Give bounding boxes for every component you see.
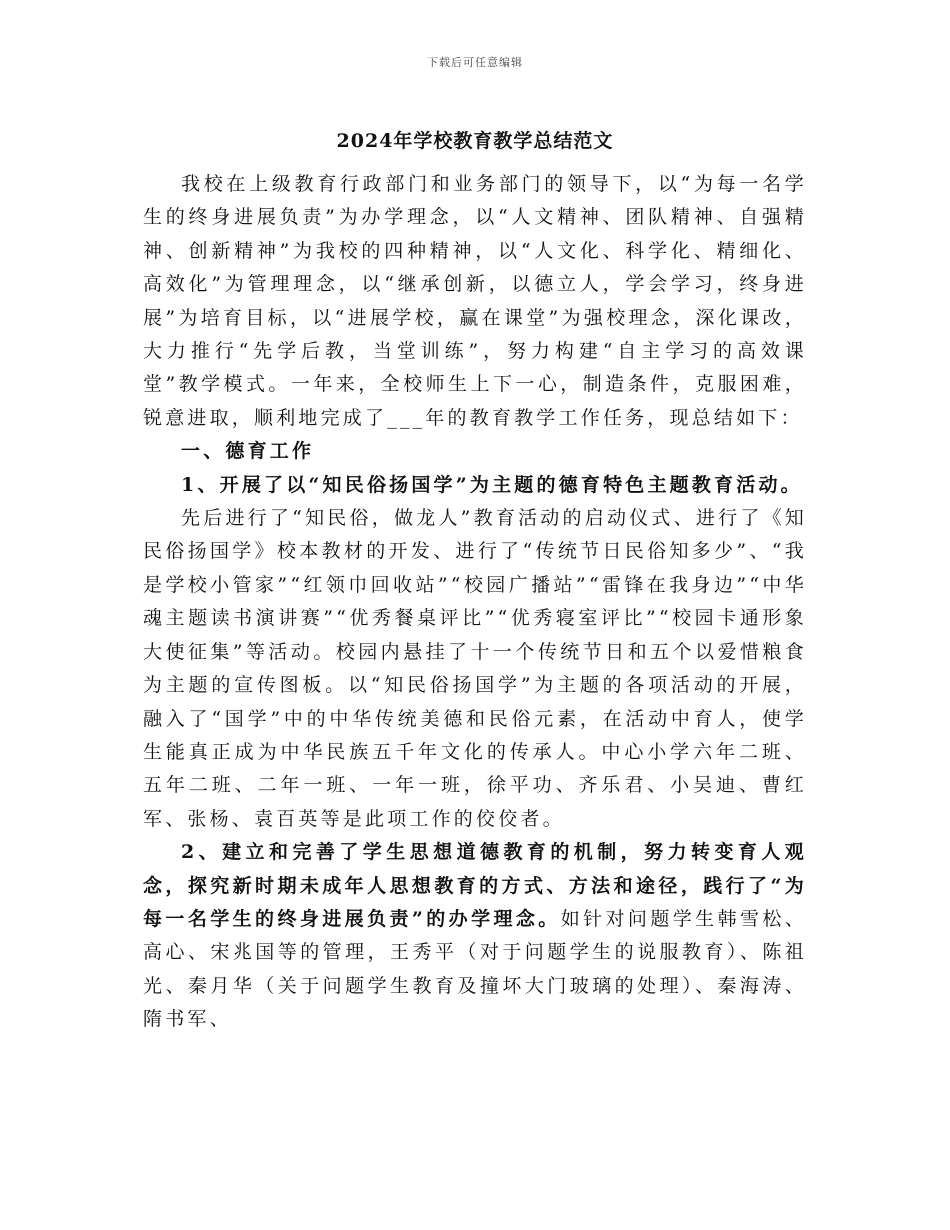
item-1-heading: 1、开展了以“知民俗扬国学”为主题的德育特色主题教育活动。 — [181, 473, 803, 496]
download-note: 下载后可任意编辑 — [427, 56, 523, 69]
intro-paragraph: 我校在上级教育行政部门和业务部门的领导下，以“为每一名学生的终身进展负责”为办学理念，以“人文精神、团队精神、自强精神、创新精神”为我校的四种精神，以“人文化、科学化、精细化、高效化”为管理理念，以“继承创新，以德立人，学会学习，终身进展”为培育目标，以“进展学校，赢在课堂”为强校理念，深化课改，大力推行“先学后教，当堂训练”，努力构建“自主学习的高效课堂”教学模式。一年来，全校师生上下一心，制造条件，克服困难，锐意进取，顺利地完成了___年的教育教学工作任务，现总结如下： — [143, 173, 807, 429]
item-2-body: 如针对问题学生韩雪松、高心、宋兆国等的管理，王秀平（对于问题学生的说服教育）、陈祖光、秦月华（关于问题学生教育及撞坏大门玻璃的处理）、秦海涛、隋书军、 — [143, 907, 807, 1031]
section-heading-moral-education: 一、德育工作 — [181, 440, 315, 463]
document-title: 2024年学校教育教学总结范文 — [336, 130, 614, 152]
item-1-body: 先后进行了“知民俗，做龙人”教育活动的启动仪式、进行了《知民俗扬国学》校本教材的开发、进行了“传统节日民俗知多少”、“我是学校小管家”“红领巾回收站”“校园广播站”“雷锋在我身边”“中华魂主题读书演讲赛”“优秀餐桌评比”“优秀寝室评比”“校园卡通形象大使征集”等活动。校园内悬挂了十一个传统节日和五个以爱惜粮食为主题的宣传图板。以“知民俗扬国学”为主题的各项活动的开展，融入了“国学”中的中华传统美德和民俗元素，在活动中育人，使学生能真正成为中华民族五千年文化的传承人。中心小学六年二班、五年二班、二年一班、一年一班，徐平功、齐乐君、小吴迪、曹红军、张杨、袁百英等是此项工作的佼佼者。 — [143, 507, 807, 830]
document-body — [143, 168, 807, 1037]
item-2-heading: 2、建立和完善了学生思想道德教育的机制，努力转变育人观念，探究新时期未成年人思想教育的方式、方法和途径，践行了“为每一名学生的终身进展负责”的办学理念。 — [143, 841, 807, 930]
item-2-paragraph — [143, 836, 807, 1036]
